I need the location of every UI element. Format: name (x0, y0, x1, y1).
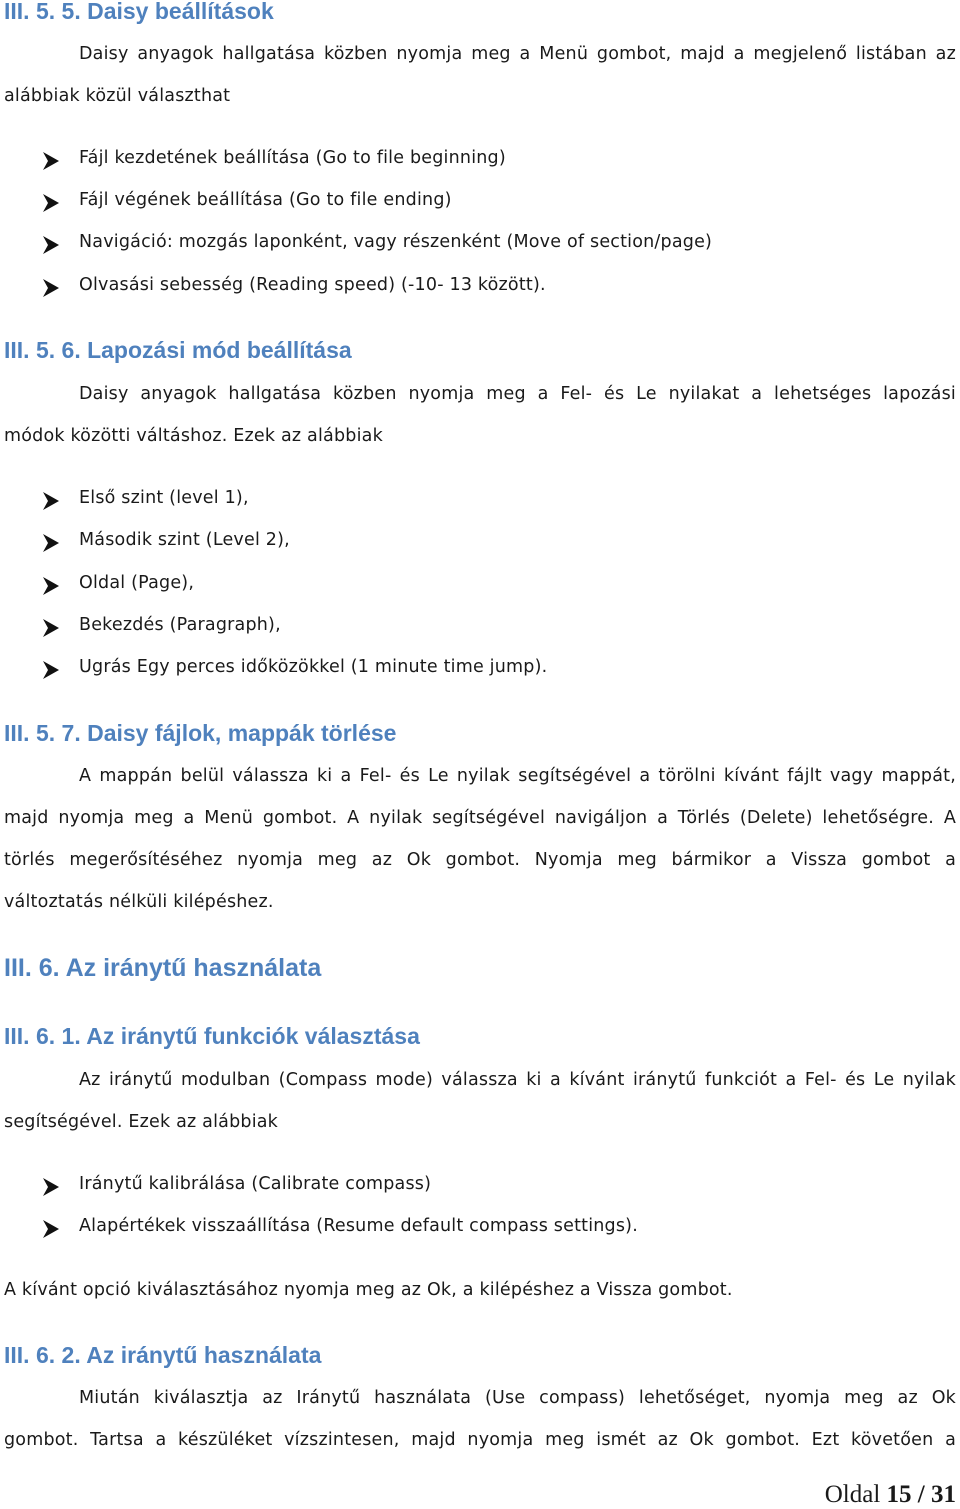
arrow-bullet-icon (40, 617, 64, 639)
page-total: 31 (931, 1481, 956, 1508)
paragraph-line: változtatás nélküli kilépéshez. (4, 892, 274, 912)
paragraph-line: Miután kiválasztja az Iránytű használata (Use compass) lehetőséget, nyomja meg az Ok (79, 1388, 956, 1408)
arrow-bullet-icon (40, 532, 64, 554)
arrow-bullet-icon (40, 192, 64, 214)
section-heading-paging-mode: III. 5. 6. Lapozási mód beállítása (4, 337, 352, 363)
list-item: Második szint (Level 2), (79, 530, 290, 550)
paragraph-line: módok közötti váltáshoz. Ezek az alábbiak (4, 426, 383, 446)
list-item: Alapértékek visszaállítása (Resume default compass settings). (79, 1216, 638, 1236)
arrow-bullet-icon (40, 490, 64, 512)
list-item: Fájl végének beállítása (Go to file ending) (79, 190, 452, 210)
section-heading-compass-use: III. 6. 2. Az iránytű használata (4, 1342, 322, 1368)
section-heading-delete-files: III. 5. 7. Daisy fájlok, mappák törlése (4, 720, 397, 746)
paragraph-line: alábbiak közül választhat (4, 86, 231, 106)
list-item: Fájl kezdetének beállítása (Go to file beginning) (79, 148, 506, 168)
list-item: Iránytű kalibrálása (Calibrate compass) (79, 1174, 432, 1194)
paragraph-line: majd nyomja meg a Menü gombot. A nyilak segítségével navigáljon a Törlés (Delete) lehetőségre. A (4, 808, 956, 828)
paragraph-line: Az iránytű modulban (Compass mode) válassza ki a kívánt iránytű funkciót a Fel- és Le nyilak (79, 1070, 956, 1090)
section-heading-compass-functions: III. 6. 1. Az iránytű funkciók választása (4, 1023, 420, 1049)
arrow-bullet-icon (40, 575, 64, 597)
arrow-bullet-icon (40, 150, 64, 172)
paragraph-line: törlés megerősítéséhez nyomja meg az Ok gombot. Nyomja meg bármikor a Vissza gombot a (4, 850, 956, 870)
paragraph-line: segítségével. Ezek az alábbiak (4, 1112, 279, 1132)
arrow-bullet-icon (40, 1218, 64, 1240)
list-item: Navigáció: mozgás laponként, vagy részenként (Move of section/page) (79, 232, 713, 252)
section-heading-daisy-settings: III. 5. 5. Daisy beállítások (4, 0, 274, 24)
paragraph-line: A kívánt opció kiválasztásához nyomja meg az Ok, a kilépéshez a Vissza gombot. (4, 1280, 733, 1300)
paragraph-line: Daisy anyagok hallgatása közben nyomja meg a Menü gombot, majd a megjelenő listában az (79, 44, 956, 64)
list-item: Olvasási sebesség (Reading speed) (-10- 13 között). (79, 275, 546, 295)
arrow-bullet-icon (40, 1176, 64, 1198)
paragraph-line: Daisy anyagok hallgatása közben nyomja meg a Fel- és Le nyilakat a lehetséges lapozási (79, 384, 956, 404)
page-number (825, 1481, 956, 1509)
page-current: 15 (886, 1481, 912, 1508)
arrow-bullet-icon (40, 659, 64, 681)
page-separator: / (917, 1481, 925, 1508)
paragraph-line: A mappán belül válassza ki a Fel- és Le nyilak segítségével a törölni kívánt fájlt vagy mappát, (79, 766, 956, 786)
arrow-bullet-icon (40, 234, 64, 256)
page-label: Oldal (824, 1481, 881, 1508)
list-item: Oldal (Page), (79, 573, 195, 593)
paragraph-line: gombot. Tartsa a készüléket vízszintesen, majd nyomja meg ismét az Ok gombot. Ezt követően a (4, 1430, 956, 1450)
list-item: Bekezdés (Paragraph), (79, 615, 281, 635)
list-item: Ugrás Egy perces időközökkel (1 minute time jump). (79, 657, 548, 677)
chapter-heading-compass: III. 6. Az iránytű használata (4, 954, 322, 982)
arrow-bullet-icon (40, 277, 64, 299)
list-item: Első szint (level 1), (79, 488, 249, 508)
